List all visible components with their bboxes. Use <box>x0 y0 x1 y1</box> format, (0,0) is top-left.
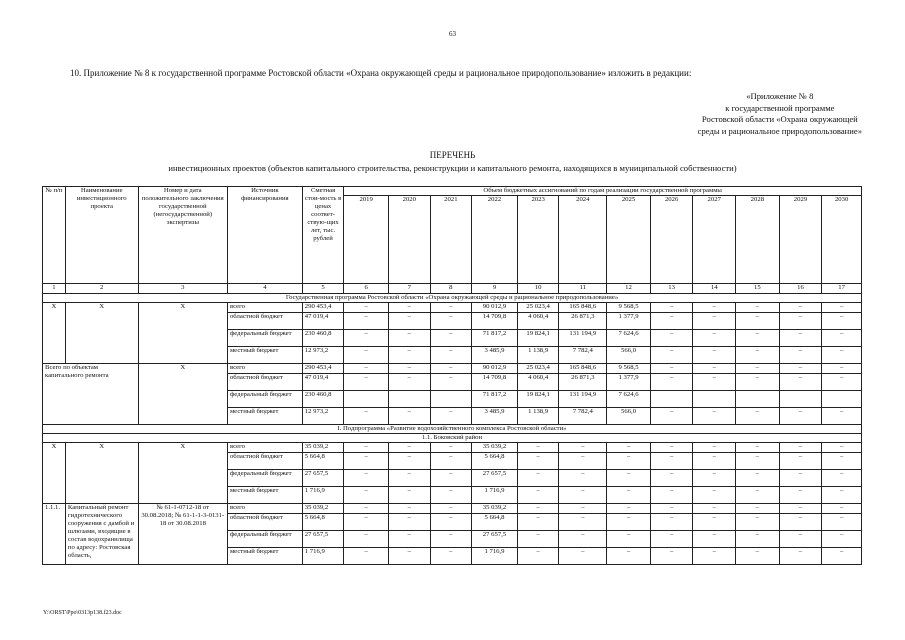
year-allocation: – <box>736 303 780 313</box>
year-allocation: – <box>430 443 472 453</box>
funding-source: областной бюджет <box>227 374 302 391</box>
column-number: 2 <box>65 284 138 294</box>
year-allocation: – <box>559 504 607 514</box>
year-allocation: – <box>650 330 693 347</box>
column-number: 1 <box>43 284 66 294</box>
header-year: 2030 <box>822 196 862 284</box>
year-allocation: – <box>693 504 736 514</box>
year-allocation: – <box>344 548 389 565</box>
year-allocation: – <box>779 470 822 487</box>
year-allocation: – <box>779 374 822 391</box>
year-allocation: – <box>693 531 736 548</box>
column-numbers-row <box>43 284 862 294</box>
year-allocation: 19 824,1 <box>517 330 559 347</box>
year-allocation: – <box>607 531 651 548</box>
year-allocation: – <box>822 330 862 347</box>
year-allocation: 4 060,4 <box>517 374 559 391</box>
year-allocation: – <box>430 487 472 504</box>
header-year: 2022 <box>472 196 518 284</box>
funding-source: федеральный бюджет <box>227 470 302 487</box>
header-no: № п/п <box>43 187 66 284</box>
year-allocation: – <box>650 548 693 565</box>
funding-source: всего <box>227 364 302 374</box>
project-number: Х <box>43 443 66 504</box>
funding-source: областной бюджет <box>227 514 302 531</box>
year-allocation <box>779 391 822 408</box>
year-allocation: – <box>650 313 693 330</box>
year-allocation: – <box>389 548 431 565</box>
year-allocation: 14 709,8 <box>472 374 518 391</box>
header-year: 2020 <box>389 196 431 284</box>
year-allocation: – <box>779 487 822 504</box>
year-allocation: – <box>344 470 389 487</box>
project-name: Х <box>65 303 138 364</box>
funding-source: всего <box>227 443 302 453</box>
header-year: 2024 <box>559 196 607 284</box>
table-row <box>43 443 862 453</box>
appendix-reference <box>698 91 862 137</box>
year-allocation: – <box>344 504 389 514</box>
year-allocation: – <box>736 330 780 347</box>
year-allocation: – <box>344 364 389 374</box>
year-allocation: – <box>693 374 736 391</box>
table-row <box>43 504 862 514</box>
year-allocation: – <box>650 374 693 391</box>
year-allocation: – <box>779 408 822 425</box>
year-allocation: – <box>559 470 607 487</box>
table-row <box>43 303 862 313</box>
funding-source: местный бюджет <box>227 548 302 565</box>
column-number: 3 <box>138 284 227 294</box>
appendix-line: Ростовской области «Охрана окружающей <box>701 114 858 124</box>
year-allocation: – <box>517 514 559 531</box>
estimated-cost: 27 657,5 <box>302 531 344 548</box>
year-allocation: 35 039,2 <box>472 504 518 514</box>
year-allocation: – <box>693 514 736 531</box>
year-allocation: – <box>693 470 736 487</box>
year-allocation: 3 485,9 <box>472 347 518 364</box>
year-allocation: – <box>736 347 780 364</box>
year-allocation: – <box>430 374 472 391</box>
header-year: 2023 <box>517 196 559 284</box>
year-allocation: – <box>736 374 780 391</box>
year-allocation: – <box>779 548 822 565</box>
year-allocation: – <box>559 531 607 548</box>
year-allocation: – <box>430 548 472 565</box>
estimated-cost: 35 039,2 <box>302 443 344 453</box>
year-allocation: – <box>389 374 431 391</box>
appendix-line: «Приложение № 8 <box>746 91 814 101</box>
year-allocation: – <box>822 443 862 453</box>
year-allocation: – <box>693 303 736 313</box>
file-path-footer: Y:\ORST\Ppo\0313p138.f23.doc <box>43 610 122 616</box>
header-year: 2026 <box>650 196 693 284</box>
page-number: 63 <box>449 30 456 38</box>
expertise-conclusion: Х <box>138 303 227 364</box>
year-allocation: – <box>650 470 693 487</box>
year-allocation: – <box>344 408 389 425</box>
year-allocation: – <box>389 347 431 364</box>
expertise-conclusion: № 61-1-0712-18 от 30.08.2018; № 61-1-1-3-0131-18 от 30.08.2018 <box>138 504 227 565</box>
program-title: Государственная программа Ростовской области «Охрана окружающей среды и рациональное природопользование» <box>43 294 862 303</box>
year-allocation: 9 568,5 <box>607 303 651 313</box>
year-allocation: – <box>693 347 736 364</box>
header-year: 2019 <box>344 196 389 284</box>
year-allocation: – <box>517 470 559 487</box>
year-allocation: – <box>607 470 651 487</box>
document-subtitle: инвестиционных проектов (объектов капитального строительства, реконструкции и капитального ремонта, находящихся в муниципальной собственности) <box>168 163 737 173</box>
year-allocation: – <box>693 408 736 425</box>
header-cost: Сметная стои-мость в ценах соответ-ствую-щих лет, тыс. рублей <box>302 187 344 284</box>
year-allocation: – <box>650 443 693 453</box>
year-allocation: – <box>430 364 472 374</box>
year-allocation: – <box>344 487 389 504</box>
year-allocation: 1 716,9 <box>472 548 518 565</box>
column-number: 6 <box>344 284 389 294</box>
year-allocation: – <box>822 313 862 330</box>
intro-paragraph: 10. Приложение № 8 к государственной программе Ростовской области «Охрана окружающей среды и рациональное природопользование» изложить в редакции: <box>70 68 692 78</box>
header-year: 2028 <box>736 196 780 284</box>
year-allocation: 131 194,9 <box>559 391 607 408</box>
year-allocation: – <box>389 443 431 453</box>
year-allocation: – <box>559 514 607 531</box>
year-allocation: – <box>344 531 389 548</box>
year-allocation: – <box>822 548 862 565</box>
estimated-cost: 5 664,8 <box>302 453 344 470</box>
project-number: 1.1.1. <box>43 504 66 565</box>
column-number: 9 <box>472 284 518 294</box>
year-allocation <box>389 391 431 408</box>
estimated-cost: 47 019,4 <box>302 374 344 391</box>
appendix-line: среды и рациональное природопользование» <box>697 125 862 136</box>
year-allocation: – <box>389 330 431 347</box>
year-allocation: 27 657,5 <box>472 531 518 548</box>
header-expertise: Номер и дата положительного заключения государственной (негосударственной) экспертизы <box>138 187 227 284</box>
year-allocation: 1 716,9 <box>472 487 518 504</box>
header-name: Наименование инвестиционного проекта <box>65 187 138 284</box>
document-title: ПЕРЕЧЕНЬ <box>429 150 476 160</box>
year-allocation: – <box>607 504 651 514</box>
year-allocation: – <box>430 531 472 548</box>
project-name: Всего по объектам капитального ремонта <box>43 364 139 425</box>
header-year: 2027 <box>693 196 736 284</box>
year-allocation: – <box>389 504 431 514</box>
funding-source: областной бюджет <box>227 453 302 470</box>
year-allocation: 165 848,6 <box>559 364 607 374</box>
year-allocation: 25 023,4 <box>517 303 559 313</box>
project-number: Х <box>43 303 66 364</box>
year-allocation: – <box>779 364 822 374</box>
year-allocation: – <box>430 313 472 330</box>
year-allocation: – <box>693 330 736 347</box>
year-allocation: – <box>693 443 736 453</box>
year-allocation <box>344 391 389 408</box>
year-allocation: – <box>389 470 431 487</box>
estimated-cost: 27 657,5 <box>302 470 344 487</box>
year-allocation: 1 377,9 <box>607 374 651 391</box>
header-row <box>43 187 862 196</box>
year-allocation: – <box>822 303 862 313</box>
column-number: 11 <box>559 284 607 294</box>
year-allocation: – <box>389 408 431 425</box>
year-allocation: – <box>344 514 389 531</box>
year-allocation: 1 138,9 <box>517 408 559 425</box>
year-allocation: – <box>693 364 736 374</box>
year-allocation: – <box>430 453 472 470</box>
year-allocation: 25 023,4 <box>517 364 559 374</box>
year-allocation: 7 624,6 <box>607 391 651 408</box>
year-allocation: – <box>607 453 651 470</box>
year-allocation: – <box>650 487 693 504</box>
year-allocation: – <box>389 531 431 548</box>
year-allocation: – <box>650 514 693 531</box>
year-allocation: – <box>822 531 862 548</box>
year-allocation: – <box>344 347 389 364</box>
year-allocation: – <box>430 330 472 347</box>
year-allocation: – <box>822 453 862 470</box>
column-number: 4 <box>227 284 302 294</box>
subprogram-title-row <box>43 425 862 434</box>
year-allocation: – <box>736 313 780 330</box>
estimated-cost: 12 973,2 <box>302 347 344 364</box>
year-allocation: – <box>736 443 780 453</box>
column-number: 14 <box>693 284 736 294</box>
year-allocation: – <box>607 548 651 565</box>
column-number: 15 <box>736 284 780 294</box>
year-allocation: – <box>736 548 780 565</box>
year-allocation: 71 817,2 <box>472 391 518 408</box>
funding-source: областной бюджет <box>227 313 302 330</box>
year-allocation: – <box>779 443 822 453</box>
year-allocation: – <box>517 548 559 565</box>
year-allocation: – <box>736 364 780 374</box>
year-allocation: 35 039,2 <box>472 443 518 453</box>
year-allocation: 165 848,6 <box>559 303 607 313</box>
year-allocation: – <box>517 504 559 514</box>
estimated-cost: 230 460,8 <box>302 391 344 408</box>
year-allocation: – <box>822 504 862 514</box>
estimated-cost: 35 039,2 <box>302 504 344 514</box>
header-volume: Объем бюджетных ассигнований по годам реализации государственной программы <box>344 187 862 196</box>
year-allocation: – <box>736 487 780 504</box>
project-name: Х <box>65 443 138 504</box>
year-allocation: – <box>736 504 780 514</box>
year-allocation: 5 664,8 <box>472 453 518 470</box>
year-allocation: – <box>822 374 862 391</box>
year-allocation: 1 138,9 <box>517 347 559 364</box>
year-allocation: – <box>389 313 431 330</box>
year-allocation: – <box>736 531 780 548</box>
subprogram-title: I. Подпрограмма «Развитие водохозяйственного комплекса Ростовской области» <box>43 425 862 434</box>
year-allocation: 7 782,4 <box>559 408 607 425</box>
funding-source: всего <box>227 303 302 313</box>
year-allocation: 566,0 <box>607 347 651 364</box>
year-allocation: – <box>693 453 736 470</box>
year-allocation: – <box>344 374 389 391</box>
year-allocation: – <box>822 514 862 531</box>
estimated-cost: 1 716,9 <box>302 548 344 565</box>
program-title-row <box>43 294 862 303</box>
year-allocation: – <box>650 364 693 374</box>
year-allocation: – <box>430 514 472 531</box>
header-year: 2021 <box>430 196 472 284</box>
year-allocation: 566,0 <box>607 408 651 425</box>
year-allocation: 5 664,8 <box>472 514 518 531</box>
year-allocation <box>430 391 472 408</box>
year-allocation: 19 824,1 <box>517 391 559 408</box>
year-allocation: – <box>779 313 822 330</box>
year-allocation: – <box>779 303 822 313</box>
year-allocation: – <box>650 531 693 548</box>
year-allocation: – <box>517 487 559 504</box>
year-allocation <box>736 391 780 408</box>
year-allocation: 27 657,5 <box>472 470 518 487</box>
year-allocation: – <box>693 487 736 504</box>
year-allocation: – <box>779 514 822 531</box>
year-allocation: – <box>822 470 862 487</box>
year-allocation: 90 012,9 <box>472 364 518 374</box>
header-source: Источник финансирования <box>227 187 302 284</box>
estimated-cost: 290 453,4 <box>302 364 344 374</box>
year-allocation: – <box>736 514 780 531</box>
year-allocation: – <box>650 347 693 364</box>
estimated-cost: 12 973,2 <box>302 408 344 425</box>
year-allocation: – <box>607 514 651 531</box>
column-number: 16 <box>779 284 822 294</box>
year-allocation: – <box>559 443 607 453</box>
year-allocation: 131 194,9 <box>559 330 607 347</box>
year-allocation: – <box>430 408 472 425</box>
year-allocation: – <box>822 364 862 374</box>
year-allocation: – <box>344 443 389 453</box>
district-title: 1.1. Боковский район <box>43 434 862 443</box>
estimated-cost: 5 664,8 <box>302 514 344 531</box>
funding-source: местный бюджет <box>227 408 302 425</box>
column-number: 13 <box>650 284 693 294</box>
funding-source: федеральный бюджет <box>227 531 302 548</box>
year-allocation: – <box>344 303 389 313</box>
expertise-conclusion: Х <box>138 443 227 504</box>
header-year: 2029 <box>779 196 822 284</box>
district-title-row <box>43 434 862 443</box>
year-allocation: – <box>779 504 822 514</box>
column-number: 7 <box>389 284 431 294</box>
funding-source: местный бюджет <box>227 487 302 504</box>
year-allocation: – <box>344 330 389 347</box>
year-allocation: 9 568,5 <box>607 364 651 374</box>
project-name: Капитальный ремонт гидротехнического сооружения с дамбой и шлюзами, входящие в состав водохранилища по адресу: Ростовская область, <box>65 504 138 565</box>
year-allocation: – <box>344 313 389 330</box>
estimated-cost: 1 716,9 <box>302 487 344 504</box>
column-number: 12 <box>607 284 651 294</box>
year-allocation: 71 817,2 <box>472 330 518 347</box>
year-allocation: – <box>559 548 607 565</box>
year-allocation: – <box>736 408 780 425</box>
year-allocation: – <box>779 347 822 364</box>
year-allocation: 4 060,4 <box>517 313 559 330</box>
investment-projects-table <box>42 186 862 565</box>
year-allocation: – <box>517 443 559 453</box>
year-allocation: – <box>430 303 472 313</box>
year-allocation: – <box>389 453 431 470</box>
year-allocation: – <box>779 330 822 347</box>
year-allocation: – <box>693 313 736 330</box>
column-number: 17 <box>822 284 862 294</box>
year-allocation: – <box>607 443 651 453</box>
column-number: 5 <box>302 284 344 294</box>
year-allocation: – <box>517 453 559 470</box>
year-allocation: – <box>389 514 431 531</box>
funding-source: всего <box>227 504 302 514</box>
year-allocation: – <box>430 347 472 364</box>
year-allocation: 7 624,6 <box>607 330 651 347</box>
estimated-cost: 47 019,4 <box>302 313 344 330</box>
year-allocation: – <box>517 531 559 548</box>
table-row <box>43 364 862 374</box>
year-allocation: – <box>822 408 862 425</box>
year-allocation: – <box>389 487 431 504</box>
year-allocation <box>822 391 862 408</box>
year-allocation: – <box>736 453 780 470</box>
year-allocation: 26 871,3 <box>559 313 607 330</box>
funding-source: федеральный бюджет <box>227 330 302 347</box>
year-allocation: – <box>693 548 736 565</box>
funding-source: федеральный бюджет <box>227 391 302 408</box>
year-allocation: – <box>344 453 389 470</box>
year-allocation: – <box>779 453 822 470</box>
year-allocation: – <box>430 470 472 487</box>
year-allocation: – <box>559 453 607 470</box>
estimated-cost: 230 460,8 <box>302 330 344 347</box>
year-allocation: 14 709,8 <box>472 313 518 330</box>
year-allocation: – <box>650 453 693 470</box>
year-allocation: 7 782,4 <box>559 347 607 364</box>
year-allocation: – <box>607 487 651 504</box>
year-allocation: – <box>650 303 693 313</box>
year-allocation <box>650 391 693 408</box>
expertise-conclusion: Х <box>138 364 227 425</box>
year-allocation: 1 377,9 <box>607 313 651 330</box>
year-allocation: – <box>779 531 822 548</box>
funding-source: местный бюджет <box>227 347 302 364</box>
year-allocation: – <box>822 347 862 364</box>
year-allocation: – <box>559 487 607 504</box>
year-allocation: – <box>430 504 472 514</box>
column-number: 8 <box>430 284 472 294</box>
column-number: 10 <box>517 284 559 294</box>
appendix-line: к государственной программе <box>725 102 835 113</box>
year-allocation: 90 012,9 <box>472 303 518 313</box>
year-allocation <box>693 391 736 408</box>
year-allocation: 3 485,9 <box>472 408 518 425</box>
year-allocation: – <box>650 408 693 425</box>
year-allocation: – <box>650 504 693 514</box>
year-allocation: 26 871,3 <box>559 374 607 391</box>
year-allocation: – <box>822 487 862 504</box>
estimated-cost: 290 453,4 <box>302 303 344 313</box>
header-year: 2025 <box>607 196 651 284</box>
year-allocation: – <box>389 364 431 374</box>
year-allocation: – <box>736 470 780 487</box>
year-allocation: – <box>389 303 431 313</box>
